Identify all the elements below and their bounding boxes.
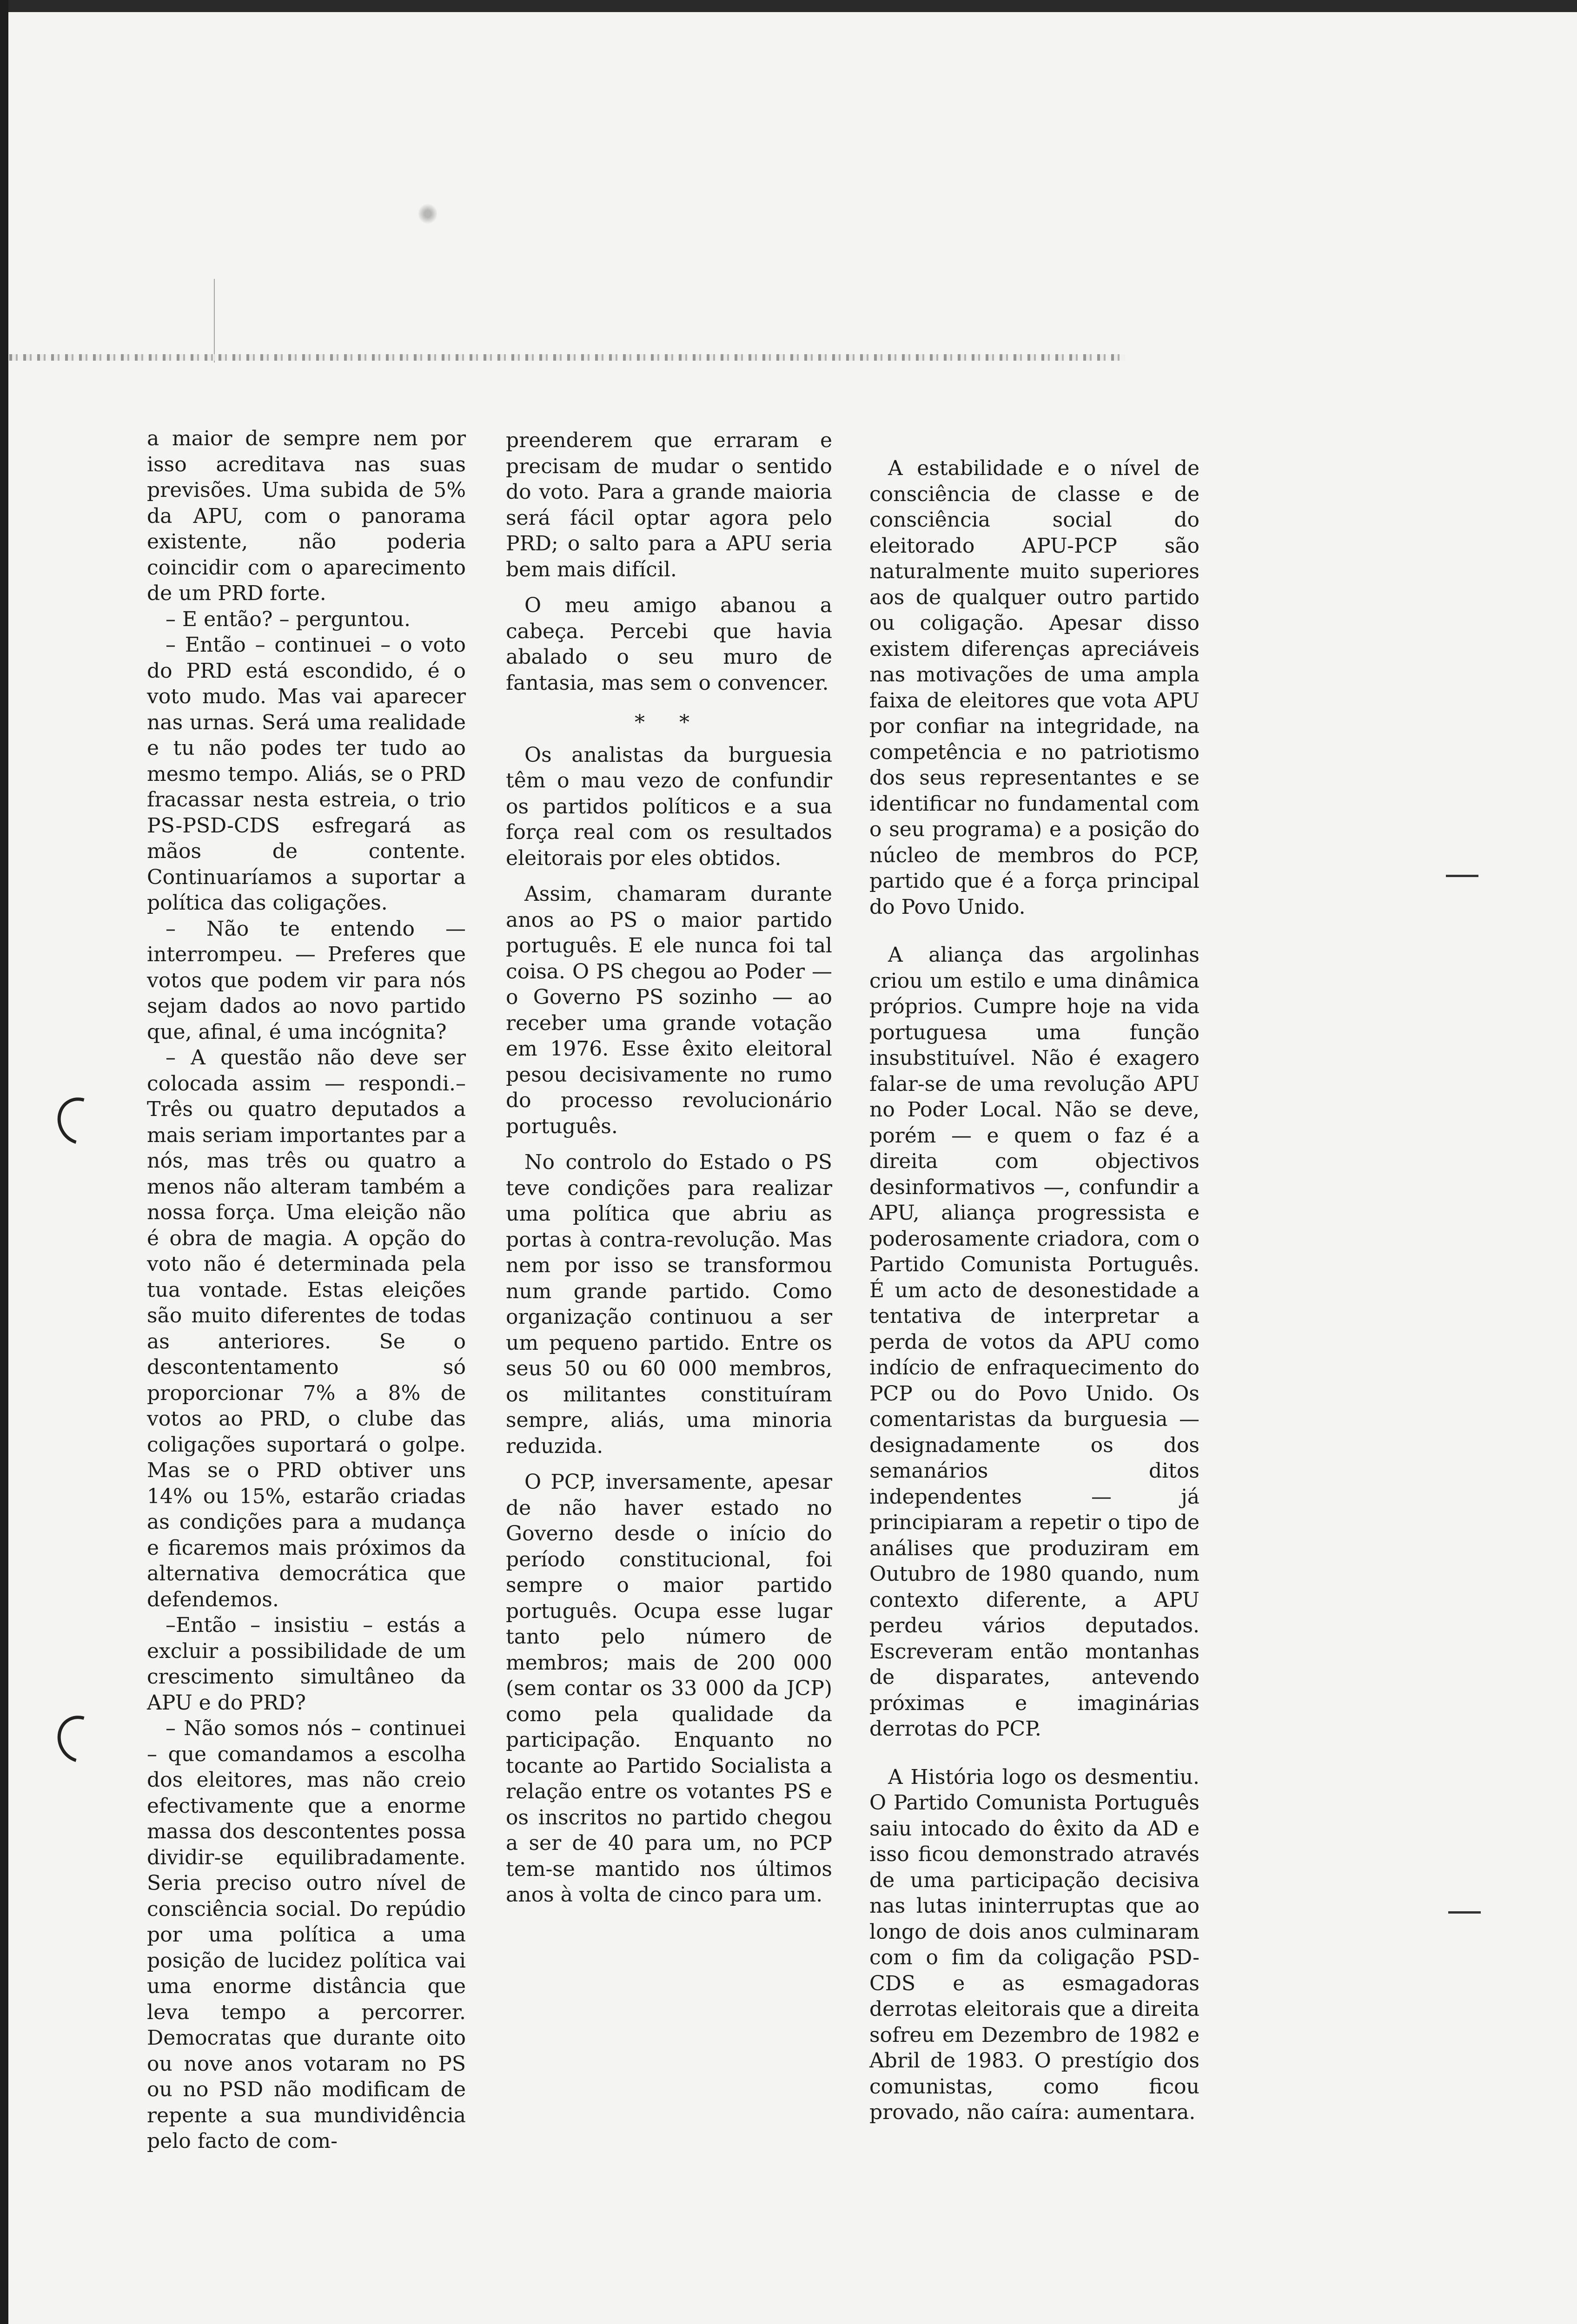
paragraph: a maior de sempre nem por isso acreditava nas suas previsões. Uma subida de 5% da APU, com o panorama existente, não poderia coincidir com o aparecimento de um PRD forte. bbox=[147, 427, 466, 605]
scan-vertical-streak bbox=[214, 279, 215, 363]
article-column-2 bbox=[506, 428, 832, 1908]
article-column-1 bbox=[147, 426, 466, 2154]
binder-hole-mark bbox=[49, 1089, 111, 1153]
scan-speck bbox=[418, 200, 437, 228]
paragraph: A aliança das argolinhas criou um estilo e uma dinâmica próprios. Cumpre hoje na vida portuguesa uma função insubstituível. Não é exagero falar-se de uma revolução APU no Poder Local. Não se deve, porém — e quem o faz é a direita com objectivos desinformativos —, confundir a APU, aliança progressista e poderosamente criadora, com o Partido Comunista Português. É um acto de desonestidade a tentativa de interpretar a perda de votos da APU como indício de enfraquecimento do PCP ou do Povo Unido. Os comentaristas da burguesia — designadamente os dos semanários ditos independentes — já principiaram a repetir o tipo de análises que produziram em Outubro de 1980 quando, num contexto diferente, a APU perdeu vários deputados. Escreveram então montanhas de disparates, antevendo próximas e imaginárias derrotas do PCP. bbox=[869, 943, 1199, 1741]
paragraph: – Não te entendo — interrompeu. — Preferes que votos que podem vir para nós sejam dados ao novo partido que, afinal, é uma incógnita? bbox=[147, 917, 466, 1044]
paragraph: A História logo os desmentiu. O Partido Comunista Português saiu intocado do êxito da AD e isso ficou demonstrado através de uma participação decisiva nas lutas ininterruptas que ao longo de dois anos culminaram com o fim da coligação PSD-CDS e as esmagadoras derrotas eleitorais que a direita sofreu em Dezembro de 1982 e Abril de 1983. O prestígio dos comunistas, como ficou provado, não caíra: aumentara. bbox=[869, 1765, 1199, 2124]
paragraph: –Então – insistiu – estás a excluir a possibilidade de um crescimento simultâneo da APU e do PRD? bbox=[147, 1613, 466, 1715]
paragraph: – Então – continuei – o voto do PRD está escondido, é o voto mudo. Mas vai aparecer nas urnas. Será uma realidade e tu não podes ter tudo ao mesmo tempo. Aliás, se o PRD fracassar nesta estreia, o trio PS-PSD-CDS esfregará as mãos de contente. Continuaríamos a suportar a política das coligações. bbox=[147, 633, 466, 915]
article-column-3 bbox=[869, 456, 1199, 2126]
section-separator: * * bbox=[635, 711, 703, 734]
paragraph: O PCP, inversamente, apesar de não haver estado no Governo desde o início do período constitucional, foi sempre o maior partido português. Ocupa esse lugar tanto pelo número de membros; mais de 200 000 (sem contar os 33 000 da JCP) como pela qualidade da participação. Enquanto no tocante ao Partido Socialista a relação entre os votantes PS e os inscritos no partido chegou a ser de 40 para um, no PCP tem-se mantido nos últimos anos à volta de cinco para um. bbox=[506, 1470, 832, 1907]
paragraph: preenderem que erraram e precisam de mudar o sentido do voto. Para a grande maioria será fácil optar agora pelo PRD; o salto para a APU seria bem mais difícil. bbox=[506, 429, 832, 581]
paragraph: A estabilidade e o nível de consciência de classe e de consciência social do eleitorado APU-PCP são naturalmente muito superiores aos de qualquer outro partido ou coligação. Apesar disso existem diferenças apreciáveis nas motivações de uma ampla faixa de eleitores que vota APU por confiar na integridade, na competência e no patriotismo dos seus representantes e se identificar no fundamental com o seu programa) e a posição do núcleo de membros do PCP, partido que é a força principal do Povo Unido. bbox=[869, 456, 1199, 919]
paragraph: Os analistas da burguesia têm o mau vezo de confundir os partidos políticos e a sua força real com os resultados eleitorais por eles obtidos. bbox=[506, 743, 832, 870]
scan-left-edge bbox=[0, 0, 8, 2324]
paragraph: Assim, chamaram durante anos ao PS o maior partido português. E ele nunca foi tal coisa. O PS chegou ao Poder — o Governo PS sozinho — ao receber uma grande votação em 1976. Esse êxito eleitoral pesou decisivamente no rumo do processo revolucionário português. bbox=[506, 882, 832, 1138]
paragraph: No controlo do Estado o PS teve condições para realizar uma política que abriu as portas à contra-revolução. Mas nem por isso se transformou num grande partido. Como organização continuou a ser um pequeno partido. Entre os seus 50 ou 60 000 membros, os militantes constituíram sempre, aliás, uma minoria reduzida. bbox=[506, 1150, 832, 1458]
paragraph: – E então? – perguntou. bbox=[166, 607, 411, 631]
paragraph: O meu amigo abanou a cabeça. Percebi que havia abalado o seu muro de fantasia, mas sem o convencer. bbox=[506, 594, 832, 695]
clipping-top-border bbox=[9, 354, 1125, 361]
margin-dash-mark bbox=[1448, 1911, 1481, 1914]
paragraph: – A questão não deve ser colocada assim — respondi.– Três ou quatro deputados a mais seriam importantes par a nós, mas três ou quatro a menos não alteram também a nossa força. Uma eleição não é obra de magia. A opção do voto não é determinada pela tua vontade. Estas eleições são muito diferentes de todas as anteriores. Se o descontentamento só proporcionar 7% a 8% de votos ao PRD, o clube das coligações suportará o golpe. Mas se o PRD obtiver uns 14% ou 15%, estarão criadas as condições para a mudança e ficaremos mais próximos da alternativa democrática que defendemos. bbox=[147, 1046, 466, 1611]
margin-dash-mark bbox=[1446, 875, 1478, 877]
binder-hole-mark bbox=[49, 1707, 111, 1771]
scan-top-edge bbox=[0, 0, 1577, 12]
paragraph: – Não somos nós – continuei – que comandamos a escolha dos eleitores, mas não creio efectivamente que a enorme massa dos descontentes possa dividir-se equilibradamente. Seria preciso outro nível de consciência social. Do repúdio por uma política a uma posição de lucidez política vai uma enorme distância que leva tempo a percorrer. Democratas que durante oito ou nove anos votaram no PS ou no PSD não modificam de repente a sua mundividência pelo facto de com- bbox=[147, 1717, 466, 2153]
